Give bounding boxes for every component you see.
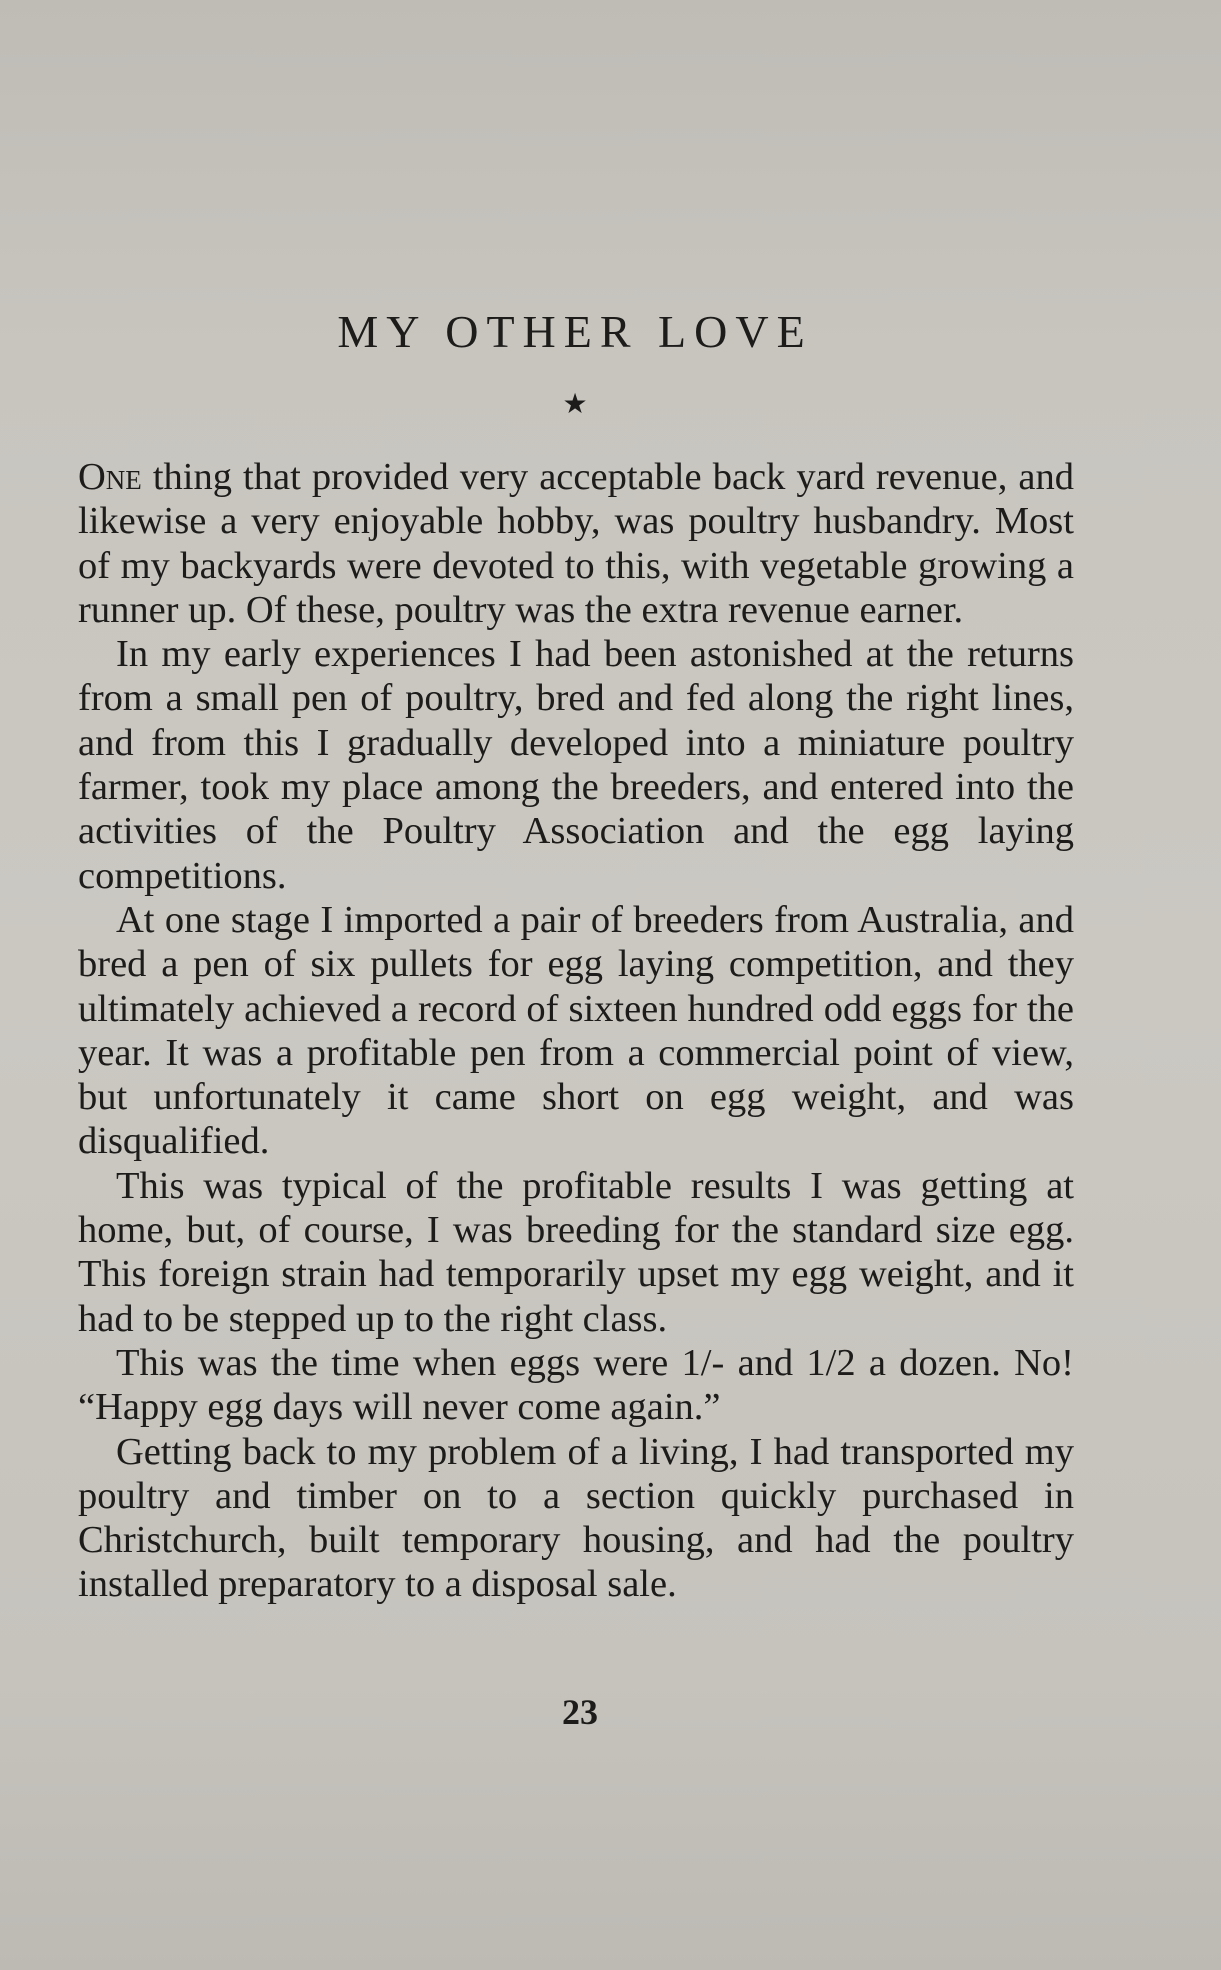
paragraph-3: At one stage I imported a pair of breeders from Australia, and bred a pen of six pullets for egg laying competition, and they ultimately achieved a record of sixteen hundred odd eggs for the year. It was a profitable pen from a commercial point of view, but unfortunately it came short on egg weight, and was disqualified. — [78, 898, 1074, 1163]
chapter-title: MY OTHER LOVE — [337, 306, 813, 357]
paragraph-1-text: thing that provided very acceptable back yard revenue, and likewise a very enjoyable hobby, was poultry husbandry. Most of my backyards were devoted to this, with vegetable growing a runner up. Of these, poultry was the extra revenue earner. — [78, 456, 1074, 631]
star-ornament-icon: ★ — [562, 389, 588, 420]
paragraph-4: This was typical of the profitable results I was getting at home, but, of course, I was breeding for the standard size egg. This foreign strain had temporarily upset my egg weight, and it had to be stepped up to the right class. — [78, 1164, 1074, 1340]
chapter-body — [78, 455, 1074, 1607]
opening-small-caps: One — [78, 456, 142, 498]
page-number: 23 — [562, 1692, 598, 1732]
paragraph-5: This was the time when eggs were 1/- and 1/2 a dozen. No! “Happy egg days will never come again.” — [78, 1341, 1074, 1429]
paragraph-1 — [78, 455, 1074, 632]
paragraph-6: Getting back to my problem of a living, I had transported my poultry and timber on to a section quickly purchased in Christchurch, built temporary housing, and had the poultry installed preparatory to a disposal sale. — [78, 1430, 1074, 1606]
paragraph-2: In my early experiences I had been astonished at the returns from a small pen of poultry, bred and fed along the right lines, and from this I gradually developed into a miniature poultry farmer, took my place among the breeders, and entered into the activities of the Poultry Association and the egg laying competitions. — [78, 633, 1074, 897]
